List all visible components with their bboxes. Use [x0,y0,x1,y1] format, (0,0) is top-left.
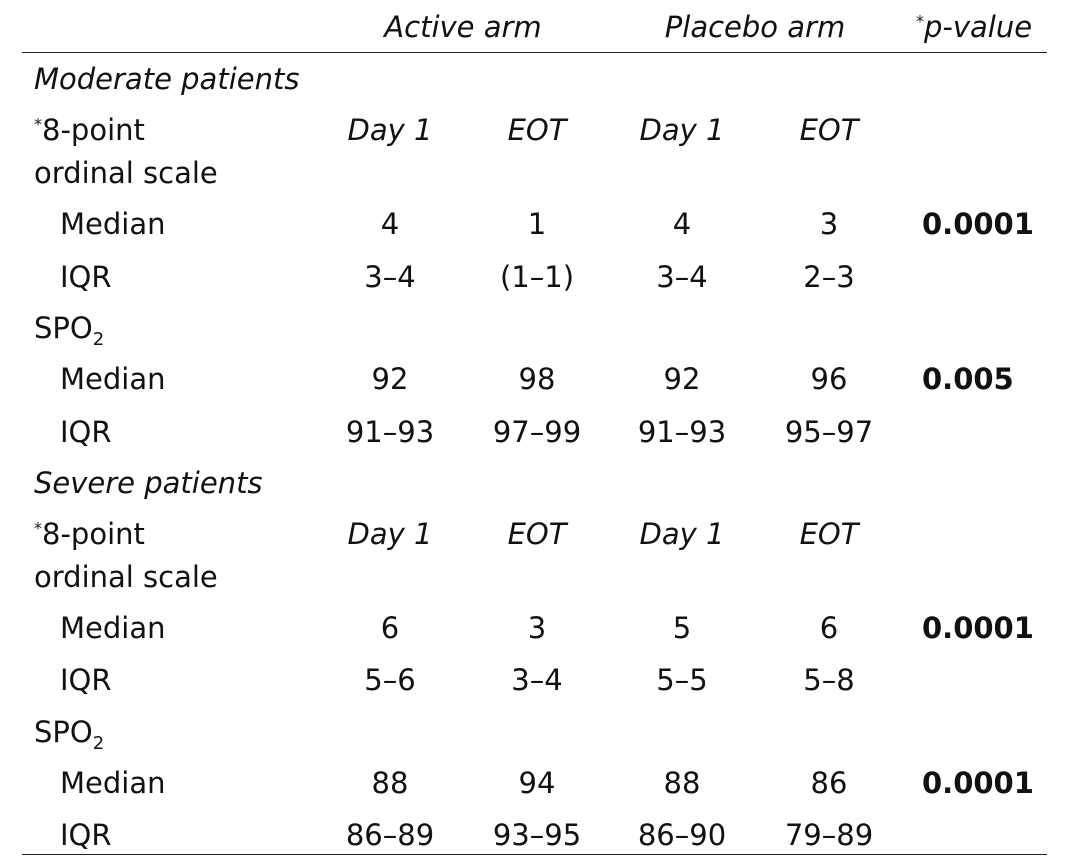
col-day1-active: Day 1 [347,517,433,551]
median-label: Median [60,611,166,645]
col-day1-placebo: Day 1 [639,113,725,147]
median-value: 92 [371,362,409,396]
bottom-rule [22,854,1047,855]
iqr-value: 3–4 [656,260,708,294]
median-value: 1 [527,207,547,241]
median-label: Median [60,766,166,800]
iqr-value: 93–95 [492,818,582,852]
p-value-cell: 0.005 [922,362,1014,396]
header-p-value [916,10,1032,44]
iqr-label: IQR [60,260,112,294]
median-value: 94 [518,766,556,800]
ordinal-label-line1: 8-point [42,517,145,551]
iqr-value: 86–90 [637,818,727,852]
ordinal-label-line1: 8-point [42,113,145,147]
iqr-value: 5–8 [803,663,855,697]
median-value: 5 [672,611,692,645]
iqr-value: 5–6 [364,663,416,697]
median-value: 96 [810,362,848,396]
ordinal-label-line2: ordinal scale [34,156,218,190]
iqr-value: 97–99 [492,415,582,449]
ordinal-star: * [34,518,42,538]
iqr-value: 86–89 [345,818,435,852]
p-value-cell: 0.0001 [922,766,1034,800]
col-eot-active: EOT [507,113,567,147]
median-value: 92 [663,362,701,396]
median-value: 88 [371,766,409,800]
col-eot-placebo: EOT [799,113,859,147]
median-value: 88 [663,766,701,800]
median-value: 4 [380,207,400,241]
section-title-moderate: Moderate patients [34,62,300,96]
median-value: 98 [518,362,556,396]
median-value: 86 [810,766,848,800]
median-value: 3 [819,207,839,241]
iqr-value: 91–93 [345,415,435,449]
iqr-value: 2–3 [803,260,855,294]
col-eot-placebo: EOT [799,517,859,551]
median-value: 3 [527,611,547,645]
header-active-arm: Active arm [384,10,542,44]
top-rule [22,52,1047,53]
iqr-value: 95–97 [784,415,874,449]
spo2-subscript: 2 [92,328,105,350]
p-value-label: p-value [924,10,1033,44]
iqr-value: 5–5 [656,663,708,697]
median-value: 6 [380,611,400,645]
col-day1-active: Day 1 [347,113,433,147]
ordinal-star: * [34,114,42,134]
iqr-value: 3–4 [364,260,416,294]
header-placebo-arm: Placebo arm [664,10,846,44]
p-value-star: * [916,11,924,31]
iqr-value: 91–93 [637,415,727,449]
median-label: Median [60,362,166,396]
iqr-value: (1–1) [499,260,575,294]
iqr-value: 3–4 [511,663,563,697]
section-title-severe: Severe patients [34,466,263,500]
spo2-label [34,715,105,754]
spo2-subscript: 2 [92,732,105,754]
median-value: 6 [819,611,839,645]
iqr-label: IQR [60,818,112,852]
iqr-value: 79–89 [784,818,874,852]
spo2-label [34,311,105,350]
iqr-label: IQR [60,415,112,449]
median-value: 4 [672,207,692,241]
ordinal-label-severe [34,517,145,551]
median-label: Median [60,207,166,241]
p-value-cell: 0.0001 [922,207,1034,241]
p-value-cell: 0.0001 [922,611,1034,645]
col-day1-placebo: Day 1 [639,517,725,551]
ordinal-label-line2: ordinal scale [34,560,218,594]
spo2-text: SPO [34,715,93,749]
spo2-text: SPO [34,311,93,345]
ordinal-label-moderate [34,113,145,147]
col-eot-active: EOT [507,517,567,551]
iqr-label: IQR [60,663,112,697]
